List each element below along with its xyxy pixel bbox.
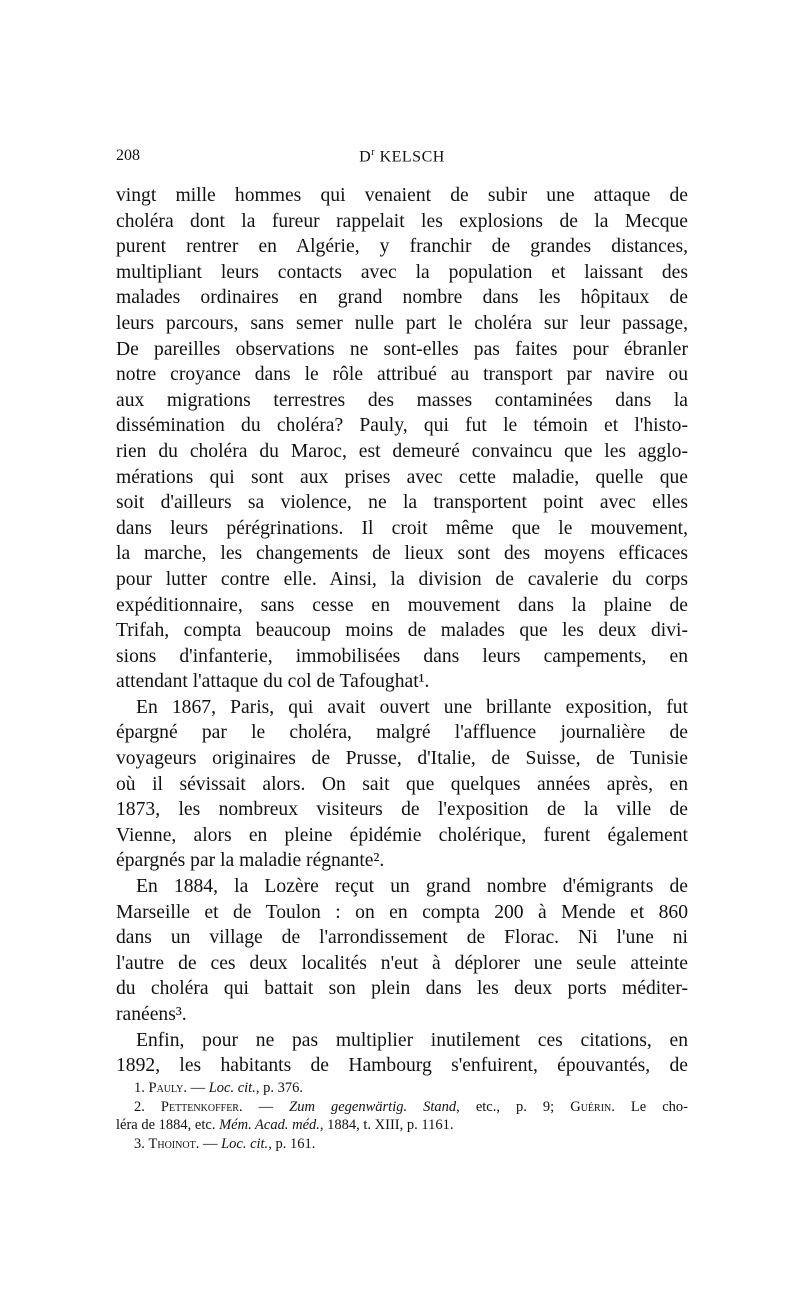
running-head-name: KELSCH <box>375 148 445 166</box>
text-line: Trifah, compta beaucoup moins de malades que les deux divi- <box>116 620 688 642</box>
running-head-prefix: D <box>359 148 372 166</box>
text-line: vingt mille hommes qui venaient de subir une attaque de <box>116 185 688 206</box>
running-head-sup: r <box>371 147 376 158</box>
text-line: purent rentrer en Algérie, y franchir de grandes distances, <box>116 236 688 258</box>
text-line: épargné par le choléra, malgré l'affluence journalière de <box>116 722 688 744</box>
text-line: leurs parcours, sans semer nulle part le choléra sur leur passage, <box>116 312 688 334</box>
footnote-author: Pettenkoffer <box>160 1098 239 1115</box>
text-line: De pareilles observations ne sont-elles pas faites pour ébranler <box>116 338 688 360</box>
text-line: expéditionnaire, sans cesse en mouvement dans la plaine de <box>116 594 688 616</box>
text-line: pour lutter contre elle. Ainsi, la division de cavalerie du corps <box>116 568 688 590</box>
page-header <box>116 147 688 171</box>
text-line: multipliant leurs contacts avec la population et laissant des <box>116 261 688 283</box>
footnote-separator: . — <box>183 1080 209 1096</box>
page-number: 208 <box>116 147 140 164</box>
footnote-text: léra de 1884, etc. <box>116 1117 220 1133</box>
footnote-separator: . — <box>238 1098 290 1115</box>
footnote-number: 2. <box>134 1098 161 1115</box>
footnote-author: Thoinot <box>148 1135 196 1152</box>
footnote-text: , etc., p. 9; <box>456 1098 571 1115</box>
text-line: notre croyance dans le rôle attribué au transport par navire ou <box>116 364 688 386</box>
text-line: choléra dont la fureur rappelait les explosions de la Mecque <box>116 210 688 232</box>
footnote-journal: Mém. Acad. méd. <box>219 1117 320 1133</box>
text-line: la marche, les changements de lieux sont des moyens efficaces <box>116 543 688 565</box>
text-line: Marseille et de Toulon : on en compta 200 à Mende et 860 <box>116 901 688 923</box>
footnote-separator: . — <box>195 1135 222 1152</box>
footnote-title: Zum gegenwärtig. Stand <box>289 1098 457 1115</box>
text-line: mérations qui sont aux prises avec cette maladie, quelle que <box>116 466 688 488</box>
footnote-1 <box>116 1079 688 1098</box>
text-line: épargnés par la maladie régnante². <box>116 850 385 872</box>
text-line: dans un village de l'arrondissement de Florac. Ni l'une ni <box>116 927 688 949</box>
footnote-loc-cit: Loc. cit. <box>208 1080 256 1096</box>
footnote-text: , p. 161. <box>268 1135 316 1152</box>
footnote-number: 3. <box>134 1135 149 1152</box>
text-line: En 1867, Paris, qui avait ouvert une brillante exposition, fut <box>136 696 688 718</box>
text-line: Enfin, pour ne pas multiplier inutilement ces citations, en <box>136 1029 688 1051</box>
text-line: dissémination du choléra? Pauly, qui fut le témoin et l'histo- <box>116 415 688 437</box>
text-line: 1892, les habitants de Hambourg s'enfuirent, épouvantés, de <box>116 1055 688 1077</box>
text-line: ranéens³. <box>116 1004 187 1025</box>
text-line: du choléra qui battait son plein dans les deux ports méditer- <box>116 978 688 1000</box>
body-text <box>116 183 688 1079</box>
footnote-author: Guérin <box>570 1098 612 1115</box>
text-line: En 1884, la Lozère reçut un grand nombre d'émigrants de <box>136 876 688 898</box>
text-line: Vienne, alors en pleine épidémie cholérique, furent également <box>116 824 688 846</box>
footnote-3 <box>116 1135 688 1154</box>
footnote-2 <box>116 1098 688 1117</box>
text-line: voyageurs originaires de Prusse, d'Italie, de Suisse, de Tunisie <box>116 748 688 770</box>
text-line: aux migrations terrestres des masses contaminées dans la <box>116 389 688 411</box>
footnote-text: , p. 376. <box>255 1080 303 1096</box>
text-line: malades ordinaires en grand nombre dans les hôpitaux de <box>116 287 688 309</box>
footnote-text: , 1884, t. XIII, p. 1161. <box>319 1117 454 1133</box>
text-line: l'autre de ces deux localités n'eut à déplorer une seule atteinte <box>116 952 688 974</box>
footnote-2-continued <box>116 1116 688 1135</box>
text-line: où il sévissait alors. On sait que quelques années après, en <box>116 773 688 795</box>
text-line: dans leurs pérégrinations. Il croit même que le mouvement, <box>116 517 688 539</box>
footnote-text: . Le cho- <box>611 1098 688 1115</box>
text-line: rien du choléra du Maroc, est demeuré convaincu que les agglo- <box>116 440 688 462</box>
footnotes <box>116 1079 688 1153</box>
footnote-loc-cit: Loc. cit. <box>221 1135 269 1152</box>
text-line: 1873, les nombreux visiteurs de l'exposition de la ville de <box>116 799 688 821</box>
text-line: soit d'ailleurs sa violence, ne la transportent point avec elles <box>116 492 688 514</box>
text-line: attendant l'attaque du col de Tafoughat¹. <box>116 671 430 693</box>
footnote-author: Pauly <box>148 1080 184 1096</box>
text-line: sions d'infanterie, immobilisées dans leurs campements, en <box>116 645 688 667</box>
footnote-number: 1. <box>134 1080 149 1096</box>
running-head <box>116 147 688 166</box>
